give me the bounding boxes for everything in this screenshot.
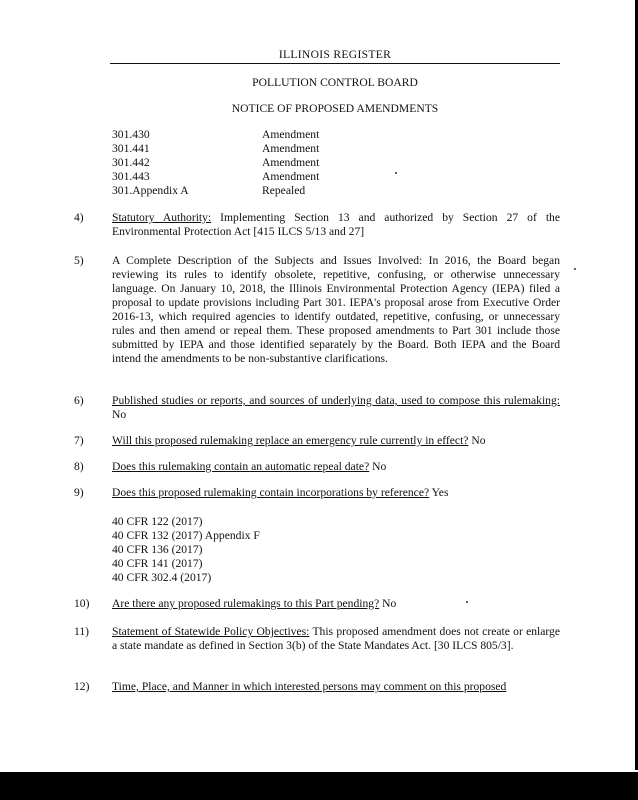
item-repeal-date [74, 460, 560, 474]
section-action: Amendment [262, 156, 320, 169]
scan-speck [395, 172, 397, 174]
scan-bottom-border [0, 772, 638, 800]
section-number: 301.Appendix A [112, 184, 189, 197]
item-description [74, 254, 560, 366]
item-label: Statement of Statewide Policy Objectives: [112, 625, 310, 638]
section-row [112, 170, 319, 184]
item-label: Statutory Authority: [112, 211, 212, 224]
item-body [112, 434, 560, 448]
section-list [112, 128, 319, 198]
section-number: 301.441 [112, 142, 150, 155]
item-body [112, 394, 560, 422]
item-number: 12) [74, 680, 90, 693]
item-body [112, 460, 560, 474]
item-body [112, 597, 560, 611]
register-header: ILLINOIS REGISTER [110, 48, 560, 64]
section-row [112, 128, 319, 142]
cfr-reference: 40 CFR 132 (2017) Appendix F [112, 529, 260, 542]
section-action: Amendment [262, 128, 320, 141]
item-label: Will this proposed rulemaking replace an emergency rule currently in effect? [112, 434, 469, 447]
item-label: Are there any proposed rulemakings to this Part pending? [112, 597, 380, 610]
item-policy-objectives [74, 625, 560, 653]
item-text: No [369, 460, 387, 473]
item-number: 9) [74, 486, 84, 499]
section-action: Amendment [262, 142, 320, 155]
item-text: In 2016, the Board began reviewing its rules to identify obsolete, repetitive, confusing, or otherwise unnecessary language. On January 10, 2018, the Illinois Environmental Protection Agency (IEPA) filed a proposal to update provisions including Part 301. IEPA's proposal arose from Executive Order 2016-13, which required agencies to identify outdated, repetitive, confusing, or unnecessary rules and then amend or repeal them. These proposed amendments to Part 301 include those submitted by IEPA and those identified separately by the Board. Both IEPA and the Board intend the amendments to be non-substantive clarifications. [112, 254, 560, 365]
item-comment-manner [74, 680, 560, 694]
item-number: 10) [74, 597, 90, 610]
cfr-reference: 40 CFR 302.4 (2017) [112, 571, 212, 584]
item-text: No [112, 408, 127, 421]
item-label: Published studies or reports, and sources of underlying data, used to compose this rulemaking: [112, 394, 560, 407]
cfr-reference: 40 CFR 122 (2017) [112, 515, 203, 528]
scan-speck [574, 268, 576, 270]
item-body [112, 680, 560, 694]
section-number: 301.430 [112, 128, 150, 141]
item-text: No [379, 597, 397, 610]
item-statutory-authority [74, 211, 560, 239]
item-emergency-rule [74, 434, 560, 448]
section-row [112, 142, 319, 156]
scan-speck [466, 601, 468, 603]
item-label: A Complete Description of the Subjects and Issues Involved: [112, 254, 423, 267]
item-body [112, 254, 560, 366]
section-row [112, 156, 319, 170]
item-number: 11) [74, 625, 90, 638]
item-number: 4) [74, 211, 84, 224]
notice-title: NOTICE OF PROPOSED AMENDMENTS [231, 102, 439, 115]
item-number: 6) [74, 394, 84, 407]
cfr-reference: 40 CFR 136 (2017) [112, 543, 203, 556]
item-label: Time, Place, and Manner in which interested persons may comment on this proposed [112, 680, 507, 693]
item-body [112, 486, 560, 500]
item-text: No [468, 434, 486, 447]
item-body [112, 211, 560, 239]
section-action: Repealed [262, 184, 306, 197]
section-number: 301.443 [112, 170, 150, 183]
item-body [112, 625, 560, 653]
item-number: 8) [74, 460, 84, 473]
item-label: Does this rulemaking contain an automatic repeal date? [112, 460, 370, 473]
item-number: 5) [74, 254, 84, 267]
section-number: 301.442 [112, 156, 150, 169]
item-label: Does this proposed rulemaking contain incorporations by reference? [112, 486, 430, 499]
section-row [112, 184, 319, 198]
item-text: Implementing Section 13 and authorized by Section 27 of the Environmental Protection Act [415 ILCS 5/13 and 27] [112, 211, 560, 238]
section-action: Amendment [262, 170, 320, 183]
board-name: POLLUTION CONTROL BOARD [252, 76, 418, 89]
item-text: This proposed amendment does not create or enlarge a state mandate as defined in Section 3(b) of the State Mandates Act. [30 ILCS 805/3]. [112, 625, 560, 652]
item-number: 7) [74, 434, 84, 447]
item-pending-rulemakings [74, 597, 560, 611]
item-published-studies [74, 394, 560, 422]
cfr-reference: 40 CFR 141 (2017) [112, 557, 203, 570]
cfr-reference-list [112, 515, 260, 585]
item-text: Yes [429, 486, 449, 499]
item-incorporations [74, 486, 560, 500]
